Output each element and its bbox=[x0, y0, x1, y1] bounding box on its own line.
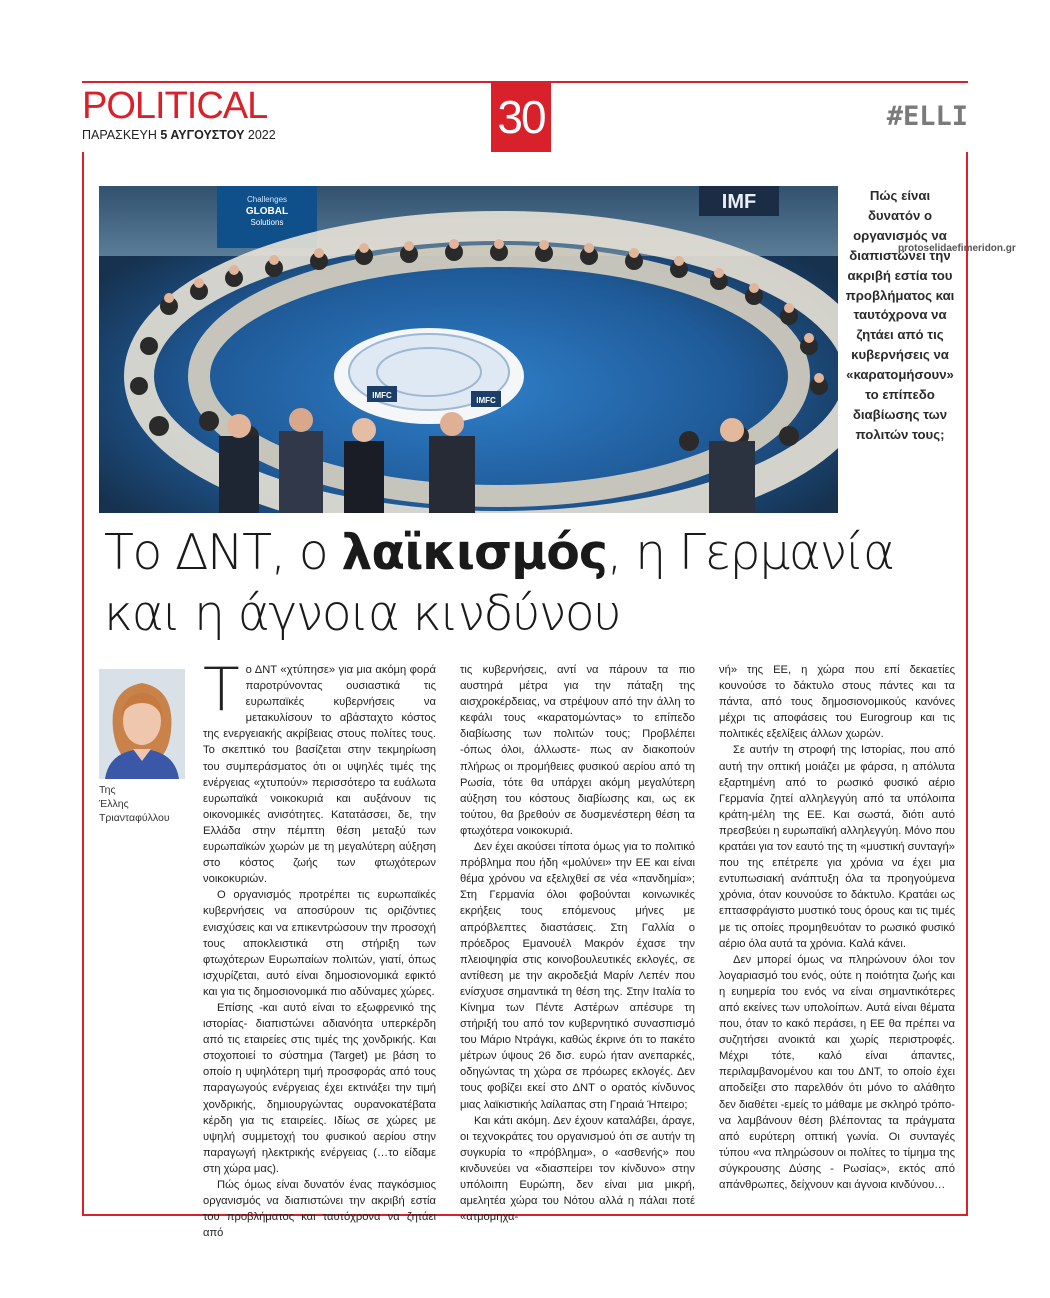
banner-line1: Challenges bbox=[246, 195, 288, 204]
paragraph: ο ΔΝΤ «χτύπησε» για μια ακόμη φορά παροτρύνοντας ουσιαστικά τις ευρωπαϊκές κυβερνήσεις να μετακυλίσουν το αβάσταχτο κόστος της ενεργειακής ακρίβειας στους πολίτες τους. Το σκεπτικό του βασίζεται στην τεκμηρίωση του συμπεράσματος ότι οι υψηλές τιμές της ενέργειας «χτυπούν» περισσότερο τα ευάλωτα ευρωπαϊκά νοικοκυριά και αυξάνουν τις οικονομικές ανισότητες. Κατατάσσει, δε, την Ελλάδα στην πέμπτη θέση μεταξύ των ευρωπαϊκών χωρών με τη μεγαλύτερη αύξηση στο κόστος ζωής των φτωχότερων νοικοκυριών. bbox=[203, 664, 436, 886]
headline-line2: και η άγνοια κινδύνου bbox=[104, 585, 621, 642]
pull-quote: Πώς είναι δυνατόν ο οργανισμός να διαπιστώνει την ακριβή εστία του προβλήματος και ταυτόχρονα να ζητάει από τις κυβερνήσεις να «καρατομήσουν» το επίπεδο διαβίωσης των πολιτών τους; bbox=[845, 188, 955, 442]
paragraph: Δεν μπορεί όμως να πληρώνουν όλοι τον λογαριασμό του ενός, ούτε η ποιότητα ζωής και η ευημερία του ενός να είναι σημαντικότερες από εκείνες των υπολοίπων. Αυτά είναι θέματα που, όταν το κακό περάσει, η ΕΕ θα πρέπει να συζητήσει ανοικτά και χωρίς περιστροφές. Μέχρι τότε, καλό είναι άπαντες, περιλαμβανομένου και του ΔΝΤ, το οποίο έχει αποδείξει στο παρελθόν ότι μόνο το αλάθητο δεν διαθέτει -εμείς το μάθαμε με σκληρό τρόπο- να λαμβάνουν θέση βλέποντας τα πράγματα από ευρύτερη οπτική γωνία. Οι συνταγές τύπου «να πληρώσουν οι πολίτες το τίμημα της σύγκρουσης Δύσης - Ρωσίας», εκτός από απάνθρωπες, δείχνουν και άγνοια κινδύνου… bbox=[719, 953, 955, 1191]
paragraph: νή» της ΕΕ, η χώρα που επί δεκαετίες κουνούσε το δάκτυλο στους πάντες και τα πάντα, από τους δημοσιονομικούς κανόνες μέχρι τις αποφάσεις του Eurogroup και τις πολιτικές εξελίξεις άλλων χωρών. bbox=[719, 664, 955, 741]
paragraph: Πώς όμως είναι δυνατόν ένας παγκόσμιος οργανισμός να διαπιστώνει την ακριβή εστία του προβλήματος και ταυτόχρονα να ζητάει από bbox=[203, 1179, 436, 1240]
dateline bbox=[82, 128, 276, 142]
article-column-1 bbox=[203, 655, 436, 1241]
author-photo bbox=[99, 669, 185, 779]
paragraph: τις κυβερνήσεις, αντί να πάρουν τα πιο αυστηρά μέτρα για την πάταξη της αισχροκέρδειας, να στρέψουν από την άλλη το κεφάλι τους «καρατομώντας» το επίπεδο διαβίωσης των πολιτών τους; Προβλέπει -όπως όλοι, άλλωστε- πως αν διακοπούν πλήρως οι προμήθειες φυσικού αερίου από τη Ρωσία, τότε θα υπάρχει ακόμη μεγαλύτερη αύξηση του κόστους διαβίωσης και, ως εκ τούτου, θα βρεθούν σε δυσμενέστερη θέση τα φτωχότερα νοικοκυριά. bbox=[460, 664, 695, 837]
byline-author: Έλλης Τριανταφύλλου bbox=[99, 798, 170, 824]
podium-label: IMFC bbox=[372, 391, 392, 400]
page-number: 30 bbox=[491, 83, 551, 152]
podium-label2: IMFC bbox=[476, 396, 496, 405]
paragraph: Δεν έχει ακούσει τίποτα όμως για το πολιτικό πρόβλημα που ήδη «μολύνει» την ΕΕ και είναι θέμα χρόνου να εξελιχθεί σε νέα «πανδημία»; Στη Γερμανία όλοι φοβούνται κοινωνικές εκρήξεις τους επόμενους μήνες με απρόβλεπτες διαστάσεις. Στη Γαλλία ο πρόεδρος Εμανουέλ Μακρόν έχασε την πλειοψηφία στις κοινοβουλευτικές εκλογές, σε αντίθεση με την ακροδεξιά Μαρίν Λεπέν που ενίσχυσε σημαντικά τη θέση της. Στην Ιταλία το Κίνημα των Πέντε Αστέρων απέσυρε τη στήριξή του από τον κυβερνητικό συνασπισμό του Μάριο Ντράγκι, καθώς έκρινε ότι το πακέτο μέτρων ύψους 26 δισ. ευρώ ήταν ανεπαρκές, οδηγώντας τη χώρα σε πρόωρες εκλογές. Δεν τους φοβίζει εκεί στο ΔΝΤ ο ορατός κίνδυνος μιας λαϊκιστικής λαίλαπας στη Γηραιά Ήπειρο; bbox=[460, 841, 695, 1111]
conference-illustration bbox=[99, 186, 838, 513]
brand-tag: #ELLI bbox=[886, 101, 968, 132]
author-portrait bbox=[99, 669, 185, 779]
top-sign: IMF bbox=[721, 191, 757, 213]
date-bold: 5 ΑΥΓΟΥΣΤΟΥ bbox=[160, 128, 245, 142]
drop-cap: Τ bbox=[203, 655, 240, 725]
paragraph: Σε αυτήν τη στροφή της Ιστορίας, που από αυτή την οπτική μοιάζει με φάρσα, η απόλυτα εξαρτημένη από το ρωσικό φυσικό αέριο Γερμανία ζητεί αλληλεγγύη από τα υπόλοιπα κράτη-μέλη της ΕΕ. Και σωστά, διότι αυτό πρεσβεύει η ευρωπαϊκή αλληλεγγύη. Μόνο που κρατάει για τον εαυτό της τη «μυστική συνταγή» που της επέτρεπε για χρόνια να έχει μια εντυπωσιακή ανάπτυξη όλα τα προηγούμενα χρόνια, όταν κουνούσε το δάκτυλο. Κρατάει ως επτασφράγιστο μυστικό τους όρους και τις τιμές με τις οποίες προμηθευόταν το ρωσικό φυσικό αέριο όλα αυτά τα χρόνια. Καλά κάνει. bbox=[719, 744, 955, 950]
byline-prefix: Της bbox=[99, 784, 116, 796]
banner-line3: Solutions bbox=[250, 218, 284, 227]
date-day: ΠΑΡΑΣΚΕΥΗ bbox=[82, 128, 157, 142]
article-column-2 bbox=[460, 662, 695, 1225]
banner-line2: GLOBAL bbox=[245, 206, 289, 217]
date-year: 2022 bbox=[247, 128, 276, 142]
paragraph: Ο οργανισμός προτρέπει τις ευρωπαϊκές κυβερνήσεις να αποσύρουν τις οριζόντιες ενισχύσεις και να επικεντρώσουν την προσοχή τους αποκλειστικά στη στήριξη των φτωχότερων Ευρωπαίων πολιτών, γιατί, όπως ισχυρίζεται, αυτό είναι δημοσιονομικά εφικτό και για τις δημοσιονομικά πιο αδύναμες χώρες. bbox=[203, 889, 436, 998]
article-column-3 bbox=[719, 662, 955, 1193]
headline bbox=[104, 522, 964, 644]
paragraph: Και κάτι ακόμη. Δεν έχουν καταλάβει, άραγε, οι τεχνοκράτες του οργανισμού ότι σε αυτήν τη συγκυρία το «πρόβλημα», ο «ασθενής» που κινδυνεύει να «διασπείρει τον κίνδυνο» στην υπόλοιπη Ευρώπη, δεν είναι μια μικρή, αμελητέα χώρα του Νότου αλλά η πάλαι ποτέ «ατμομηχα- bbox=[460, 1114, 695, 1224]
main-photo bbox=[99, 186, 838, 513]
headline-bold: λαϊκισμός bbox=[341, 524, 607, 581]
headline-part2: , η Γερμανία bbox=[606, 524, 894, 581]
headline-part1: Το ΔΝΤ, ο bbox=[104, 524, 342, 581]
section-title: POLITICAL bbox=[82, 85, 268, 127]
watermark: protoselidaefimeridon.gr bbox=[898, 243, 1016, 254]
paragraph: Επίσης -και αυτό είναι το εξωφρενικό της ιστορίας- διαπιστώνει αδιανόητα υπερκέρδη από τις εταιρείες στις τιμές της χονδρικής. Και στοχοποιεί το σύστημα (Target) με βάση το οποίο η υψηλότερη τιμή προσφοράς από τους παραγωγούς ενέργειας έχει εκτινάξει την τιμή χονδρικής, δημιουργώντας ουρανοκατέβατα κέρδη για τις εταιρείες. Ιδίως σε χώρες με υψηλή συμμετοχή του φυσικού αερίου στην παραγωγή ηλεκτρικής ενέργειας (…το είδαμε στη χώρα μας). bbox=[203, 1001, 436, 1175]
byline bbox=[99, 783, 189, 825]
